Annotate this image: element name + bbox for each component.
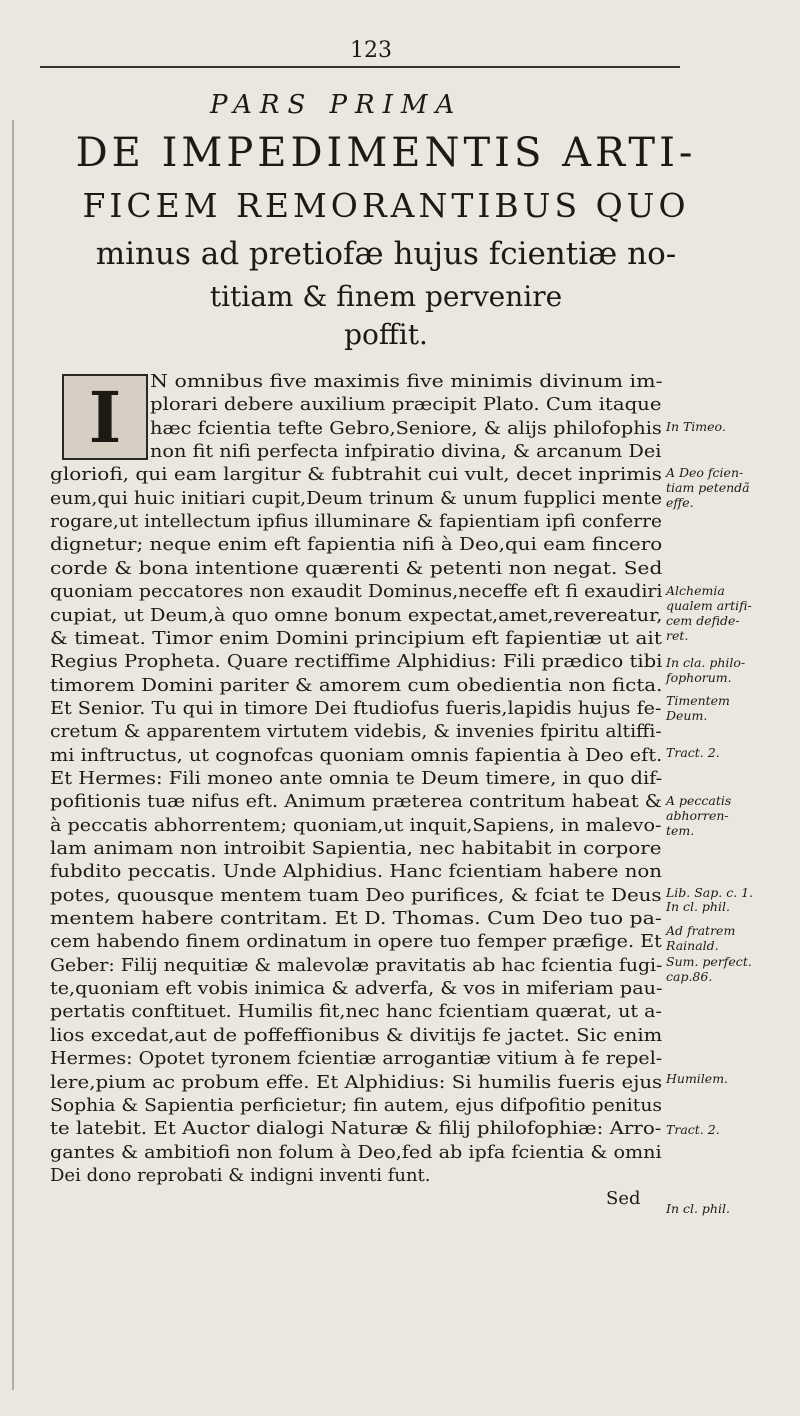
margin-note: Sum. perfect. <box>666 954 752 969</box>
text-line: cupiat, ut Deum,à quo omne bonum expectat,amet,revereatur, <box>50 604 663 626</box>
text-line: fubdito peccatis. Unde Alphidius. Hanc fcientiam habere non <box>50 861 663 883</box>
text-line: N omnibus five maximis five minimis divinum im- <box>150 371 663 392</box>
margin-note: tiam petendã <box>666 480 750 495</box>
text-line: Sophia & Sapientia perficietur; fin autem, ejus difpofitio penitus <box>50 1094 663 1116</box>
margin-note: A peccatis <box>666 793 732 808</box>
margin-note: Tract. 2. <box>666 1122 720 1137</box>
margin-note: ret. <box>666 628 689 643</box>
text-line: rogare,ut intellectum ipfius illuminare & fapientiam ipfi conferre <box>50 511 663 533</box>
margin-note: qualem artifi- <box>666 598 752 613</box>
text-line: lios excedat,aut de poffeffionibus & divitijs fe jactet. Sic enim <box>50 1024 663 1046</box>
text-line: Geber: Filij nequitiæ & malevolæ pravitatis ab hac fcientia fugi- <box>50 954 663 976</box>
page-edge-shadow <box>12 120 14 1390</box>
text-line: pertatis conftituet. Humilis fit,nec hanc fcientiam quærat, ut a- <box>50 1001 662 1023</box>
margin-note: tem. <box>666 823 695 838</box>
margin-note: effe. <box>666 495 694 510</box>
margin-note: Deum. <box>666 708 708 723</box>
text-line: quoniam peccatores non exaudit Dominus,neceffe eft fi exaudiri <box>50 581 663 603</box>
text-line: gantes & ambitiofi non folum à Deo,fed ab ipfa fcientia & omni <box>50 1141 662 1163</box>
margin-note: Timentem <box>666 693 730 708</box>
text-line: hæc fcientia tefte Gebro,Seniore, & alijs philofophis <box>150 417 662 439</box>
text-line: lam animam non introibit Sapientia, nec habitabit in corpore <box>50 838 662 859</box>
margin-note: Lib. Sap. c. 1. <box>666 885 754 900</box>
chapter-title-line-1: DE IMPEDIMENTIS ARTI- <box>75 130 697 176</box>
text-line: plorari debere auxilium præcipit Plato. Cum itaque <box>150 394 662 416</box>
text-line: timorem Domini pariter & amorem cum obedientia non ficta. <box>50 674 663 696</box>
margin-note: Rainald. <box>666 938 719 953</box>
margin-note: fophorum. <box>666 670 732 685</box>
text-line: mentem habere contritam. Et D. Thomas. Cum Deo tuo pa- <box>50 908 662 930</box>
text-line: Regius Propheta. Quare rectiffime Alphidius: Fili prædico tibi <box>50 651 663 673</box>
text-line: Et Hermes: Fili moneo ante omnia te Deum timere, in quo dif- <box>50 767 663 789</box>
margin-note: A Deo fcien- <box>666 465 744 480</box>
text-line: cretum & apparentem virtutem videbis, & invenies fpiritu altiffi- <box>50 721 662 743</box>
chapter-title-line-2: FICEM REMORANTIBUS QUO <box>82 186 690 225</box>
margin-note: cap.86. <box>666 969 713 984</box>
margin-note: Humilem. <box>666 1071 729 1086</box>
text-line: cem habendo finem ordinatum in opere tuo femper præfige. Et <box>50 931 662 953</box>
margin-note: Tract. 2. <box>666 745 720 760</box>
margin-note: In cl. phil. <box>666 899 730 914</box>
text-line: te latebit. Et Auctor dialogi Naturæ & filij philofophiæ: Arro- <box>50 1118 662 1140</box>
text-line: corde & bona intentione quærenti & petenti non negat. Sed <box>50 557 663 579</box>
text-line: non fit nifi perfecta infpiratio divina, & arcanum Dei <box>150 441 662 463</box>
text-line: te,quoniam eft vobis inimica & adverfa, & vos in miferiam pau- <box>50 978 663 1000</box>
text-line: eum,qui huic initiari cupit,Deum trinum & unum fupplici mente <box>50 487 663 509</box>
text-line: dignetur; neque enim eft fapientia nifi à Deo,qui eam fincero <box>50 534 663 556</box>
text-line: Dei dono reprobati & indigni inventi funt. <box>50 1164 431 1186</box>
margin-note: In Timeo. <box>666 419 726 434</box>
chapter-title-line-4: titiam & finem pervenire <box>209 280 563 313</box>
running-head: PARS PRIMA <box>210 90 463 120</box>
text-line: lere,pium ac probum effe. Et Alphidius: Si humilis fueris ejus <box>50 1071 663 1093</box>
text-line: Et Senior. Tu qui in timore Dei ftudiofus fueris,lapidis hujus fe- <box>50 697 662 719</box>
margin-note: In cl. phil. <box>666 1201 730 1216</box>
text-line: mi inftructus, ut cognofcas quoniam omnis fapientia à Deo eft. <box>50 744 663 766</box>
chapter-title-line-3: minus ad pretiofæ hujus fcientiæ no- <box>95 236 677 272</box>
text-line: & timeat. Timor enim Domini principium eft fapientiæ ut ait <box>50 627 662 649</box>
margin-note: Ad fratrem <box>666 923 736 938</box>
margin-note: Alchemia <box>666 583 725 598</box>
text-line: potes, quousque mentem tuam Deo purifices, & fciat te Deus <box>50 884 662 906</box>
page-number: 123 <box>350 38 392 63</box>
text-line: Hermes: Opotet tyronem fcientiæ arrogantiæ vitium à fe repel- <box>50 1048 663 1070</box>
margin-note: In cla. philo- <box>666 655 746 670</box>
chapter-title-line-5: poffit. <box>344 318 428 351</box>
header-rule <box>40 66 680 68</box>
margin-note: cem defide- <box>666 613 740 628</box>
decorated-initial: I <box>62 374 148 460</box>
margin-note: abhorren- <box>666 808 729 823</box>
text-line: à peccatis abhorrentem; quoniam,ut inquit,Sapiens, in malevo- <box>50 814 662 836</box>
text-line: Sed <box>606 1188 641 1210</box>
text-line: gloriofi, qui eam largitur & fubtrahit cui vult, decet inprimis <box>50 464 662 486</box>
text-line: pofitionis tuæ nifus eft. Animum præterea contritum habeat & <box>50 791 662 813</box>
